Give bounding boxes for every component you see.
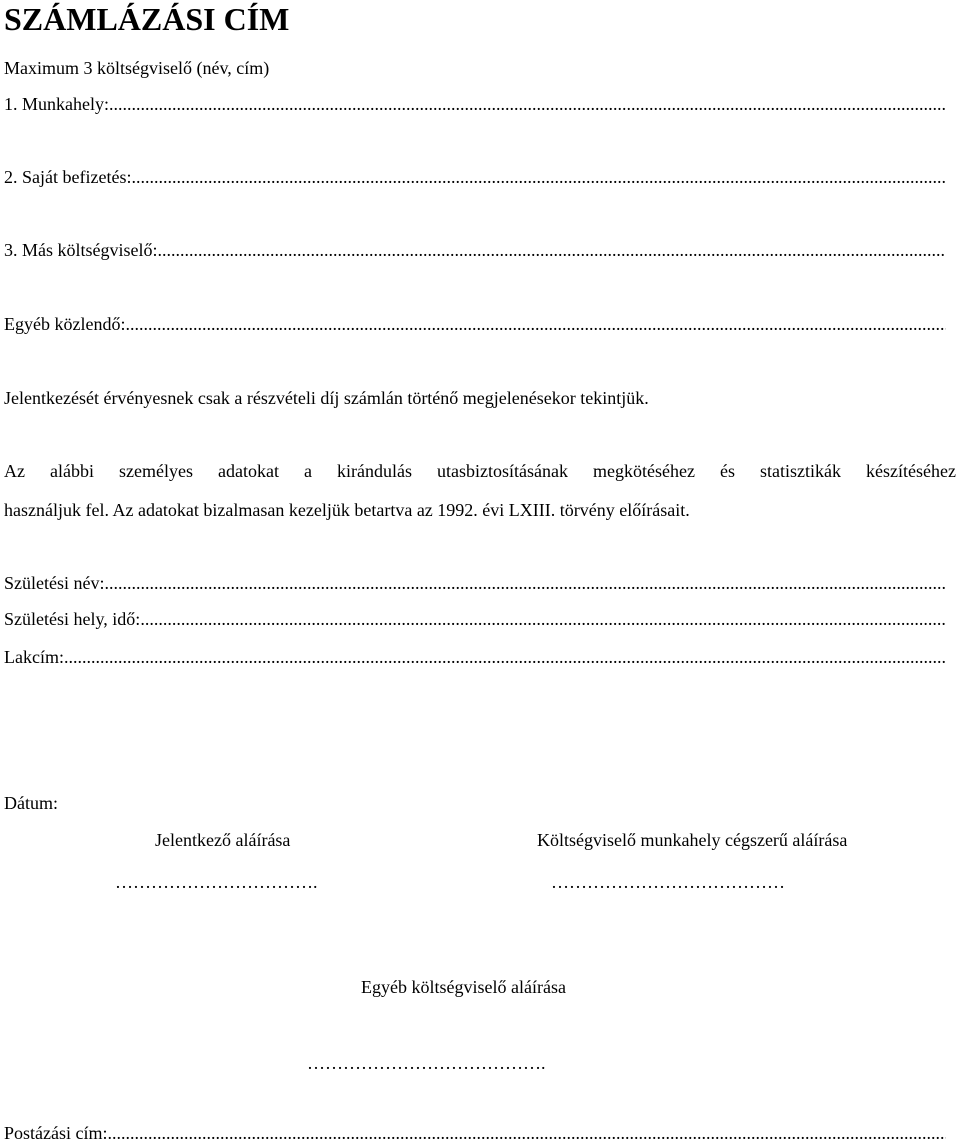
other-payer-signature-line[interactable]: …………………………………. bbox=[307, 1053, 546, 1073]
payer-self-field[interactable] bbox=[4, 166, 946, 188]
applicant-signature-line[interactable]: ……………………………. bbox=[115, 872, 318, 892]
birth-name-dotted-line bbox=[104, 572, 946, 594]
privacy-text-line-2: használjuk fel. Az adatokat bizalmasan kezeljük betartva az 1992. évi LXIII. törvény előírásait. bbox=[4, 500, 690, 520]
payer-other-label: 3. Más költségviselő: bbox=[4, 240, 158, 260]
employer-signature-label: Költségviselő munkahely cégszerű aláírása bbox=[537, 830, 848, 850]
other-notes-label: Egyéb közlendő: bbox=[4, 314, 126, 334]
address-field[interactable] bbox=[4, 646, 946, 668]
employer-signature-line[interactable]: ………………………………… bbox=[551, 872, 785, 892]
postal-address-label: Postázási cím: bbox=[4, 1123, 108, 1143]
other-payer-signature-label: Egyéb költségviselő aláírása bbox=[361, 977, 566, 997]
validity-notice: Jelentkezését érvényesnek csak a részvételi díj számlán történő megjelenésekor tekintjük. bbox=[4, 388, 649, 408]
payer-self-label: 2. Saját befizetés: bbox=[4, 167, 132, 187]
payer-other-field[interactable] bbox=[4, 239, 946, 261]
form-subtitle: Maximum 3 költségviselő (név, cím) bbox=[4, 58, 270, 78]
privacy-text-line-1: Az alábbi személyes adatokat a kirándulás utasbiztosításának megkötéséhez és statisztikák készítéséhez bbox=[4, 461, 956, 481]
payer-workplace-label: 1. Munkahely: bbox=[4, 94, 109, 114]
birth-name-field[interactable] bbox=[4, 572, 946, 594]
birth-place-date-label: Születési hely, idő: bbox=[4, 609, 141, 629]
address-label: Lakcím: bbox=[4, 647, 64, 667]
birth-place-date-field[interactable] bbox=[4, 608, 946, 630]
payer-self-dotted-line bbox=[131, 166, 946, 188]
address-dotted-line bbox=[64, 646, 946, 668]
form-title: SZÁMLÁZÁSI CÍM bbox=[4, 1, 290, 37]
other-notes-field[interactable] bbox=[4, 313, 946, 335]
applicant-signature-label: Jelentkező aláírása bbox=[155, 830, 291, 850]
payer-workplace-field[interactable] bbox=[4, 93, 946, 115]
payer-workplace-dotted-line bbox=[109, 93, 946, 115]
birth-place-date-dotted-line bbox=[140, 608, 946, 630]
birth-name-label: Születési név: bbox=[4, 573, 105, 593]
other-notes-dotted-line bbox=[125, 313, 946, 335]
payer-other-dotted-line bbox=[158, 239, 947, 261]
date-label: Dátum: bbox=[4, 793, 58, 813]
